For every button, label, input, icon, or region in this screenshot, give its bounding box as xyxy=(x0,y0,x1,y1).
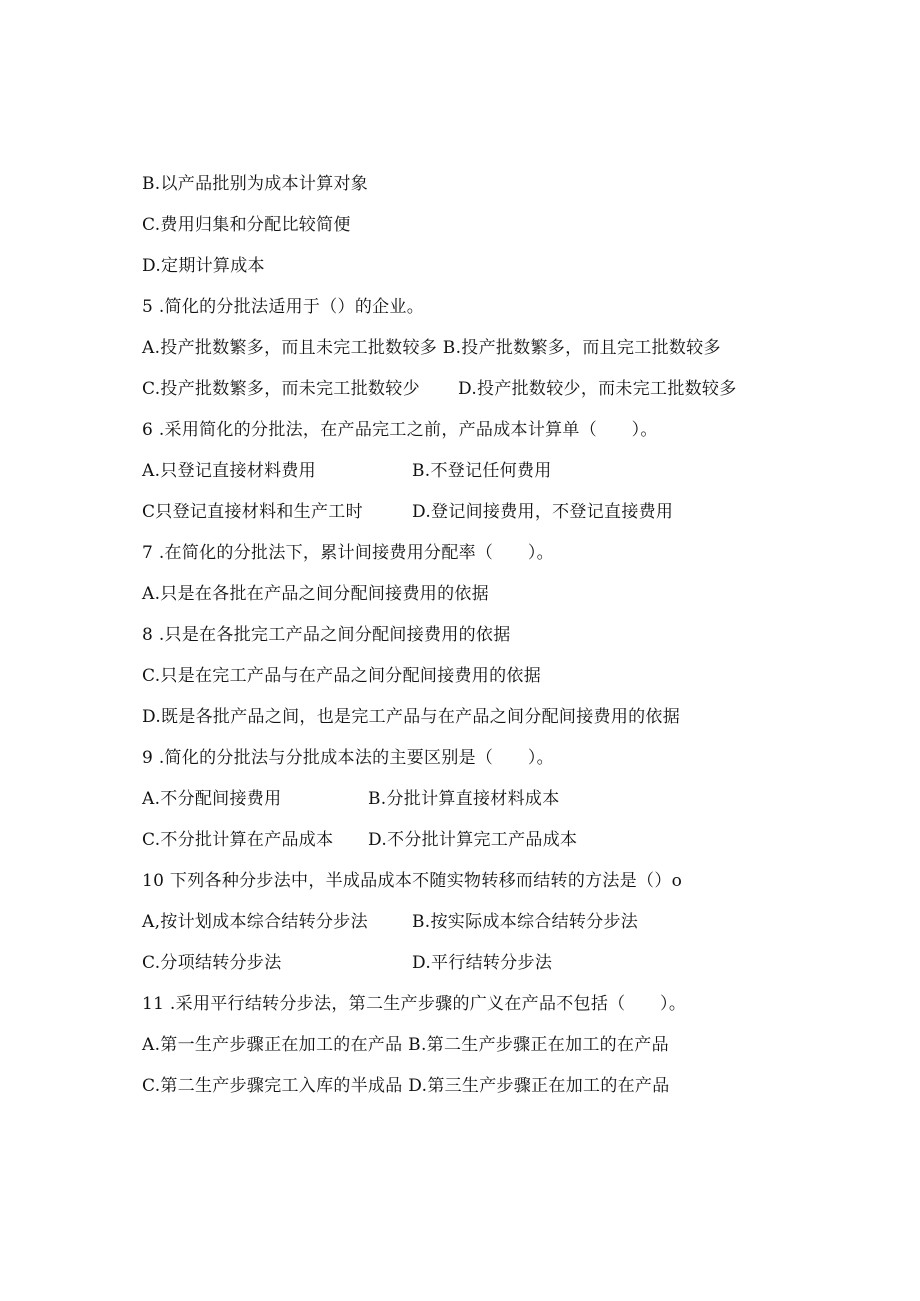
option-d-q7: D.既是各批产品之间，也是完工产品与在产品之间分配间接费用的依据 xyxy=(142,707,681,727)
question-7: 7 .在简化的分批法下，累计间接费用分配率（ ）。 xyxy=(142,543,554,563)
options-cd-q9: C.不分批计算在产品成本 D.不分批计算完工产品成本 xyxy=(142,830,578,850)
options-cd-q10: C.分项结转分步法 D.平行结转分步法 xyxy=(142,953,553,973)
options-cd-q11: C.第二生产步骤完工入库的半成品 D.第三生产步骤正在加工的在产品 xyxy=(142,1076,670,1096)
options-ab-q5: A.投产批数繁多，而且未完工批数较多 B.投产批数繁多，而且完工批数较多 xyxy=(142,338,721,358)
options-cd-q6: C只登记直接材料和生产工时 D.登记间接费用，不登记直接费用 xyxy=(142,502,674,522)
options-cd-q5: C.投产批数繁多，而未完工批数较少 D.投产批数较少，而未完工批数较多 xyxy=(142,379,737,399)
option-b-q7: 8 .只是在各批完工产品之间分配间接费用的依据 xyxy=(142,625,511,645)
option-c-q7: C.只是在完工产品与在产品之间分配间接费用的依据 xyxy=(142,666,542,686)
question-10: 10 下列各种分步法中，半成品成本不随实物转移而结转的方法是（）o xyxy=(142,871,683,891)
options-ab-q10: A,按计划成本综合结转分步法 B.按实际成本综合结转分步法 xyxy=(142,912,639,932)
option-a-q7: A.只是在各批在产品之间分配间接费用的依据 xyxy=(142,584,489,604)
options-ab-q9: A.不分配间接费用 B.分批计算直接材料成本 xyxy=(142,789,560,809)
question-6: 6 .采用简化的分批法，在产品完工之前，产品成本计算单（ ）。 xyxy=(142,420,658,440)
option-c-q4: C.费用归集和分配比较简便 xyxy=(142,215,351,235)
question-11: 11 .采用平行结转分步法，第二生产步骤的广义在产品不包括（ ）。 xyxy=(142,994,687,1014)
question-5: 5 .简化的分批法适用于（）的企业。 xyxy=(142,297,425,317)
options-ab-q6: A.只登记直接材料费用 B.不登记任何费用 xyxy=(142,461,552,481)
question-9: 9 .简化的分批法与分批成本法的主要区别是（ ）。 xyxy=(142,748,554,768)
option-d-q4: D.定期计算成本 xyxy=(142,256,265,276)
options-ab-q11: A.第一生产步骤正在加工的在产品 B.第二生产步骤正在加工的在产品 xyxy=(142,1035,669,1055)
option-b-q4: B.以产品批别为成本计算对象 xyxy=(142,174,369,194)
